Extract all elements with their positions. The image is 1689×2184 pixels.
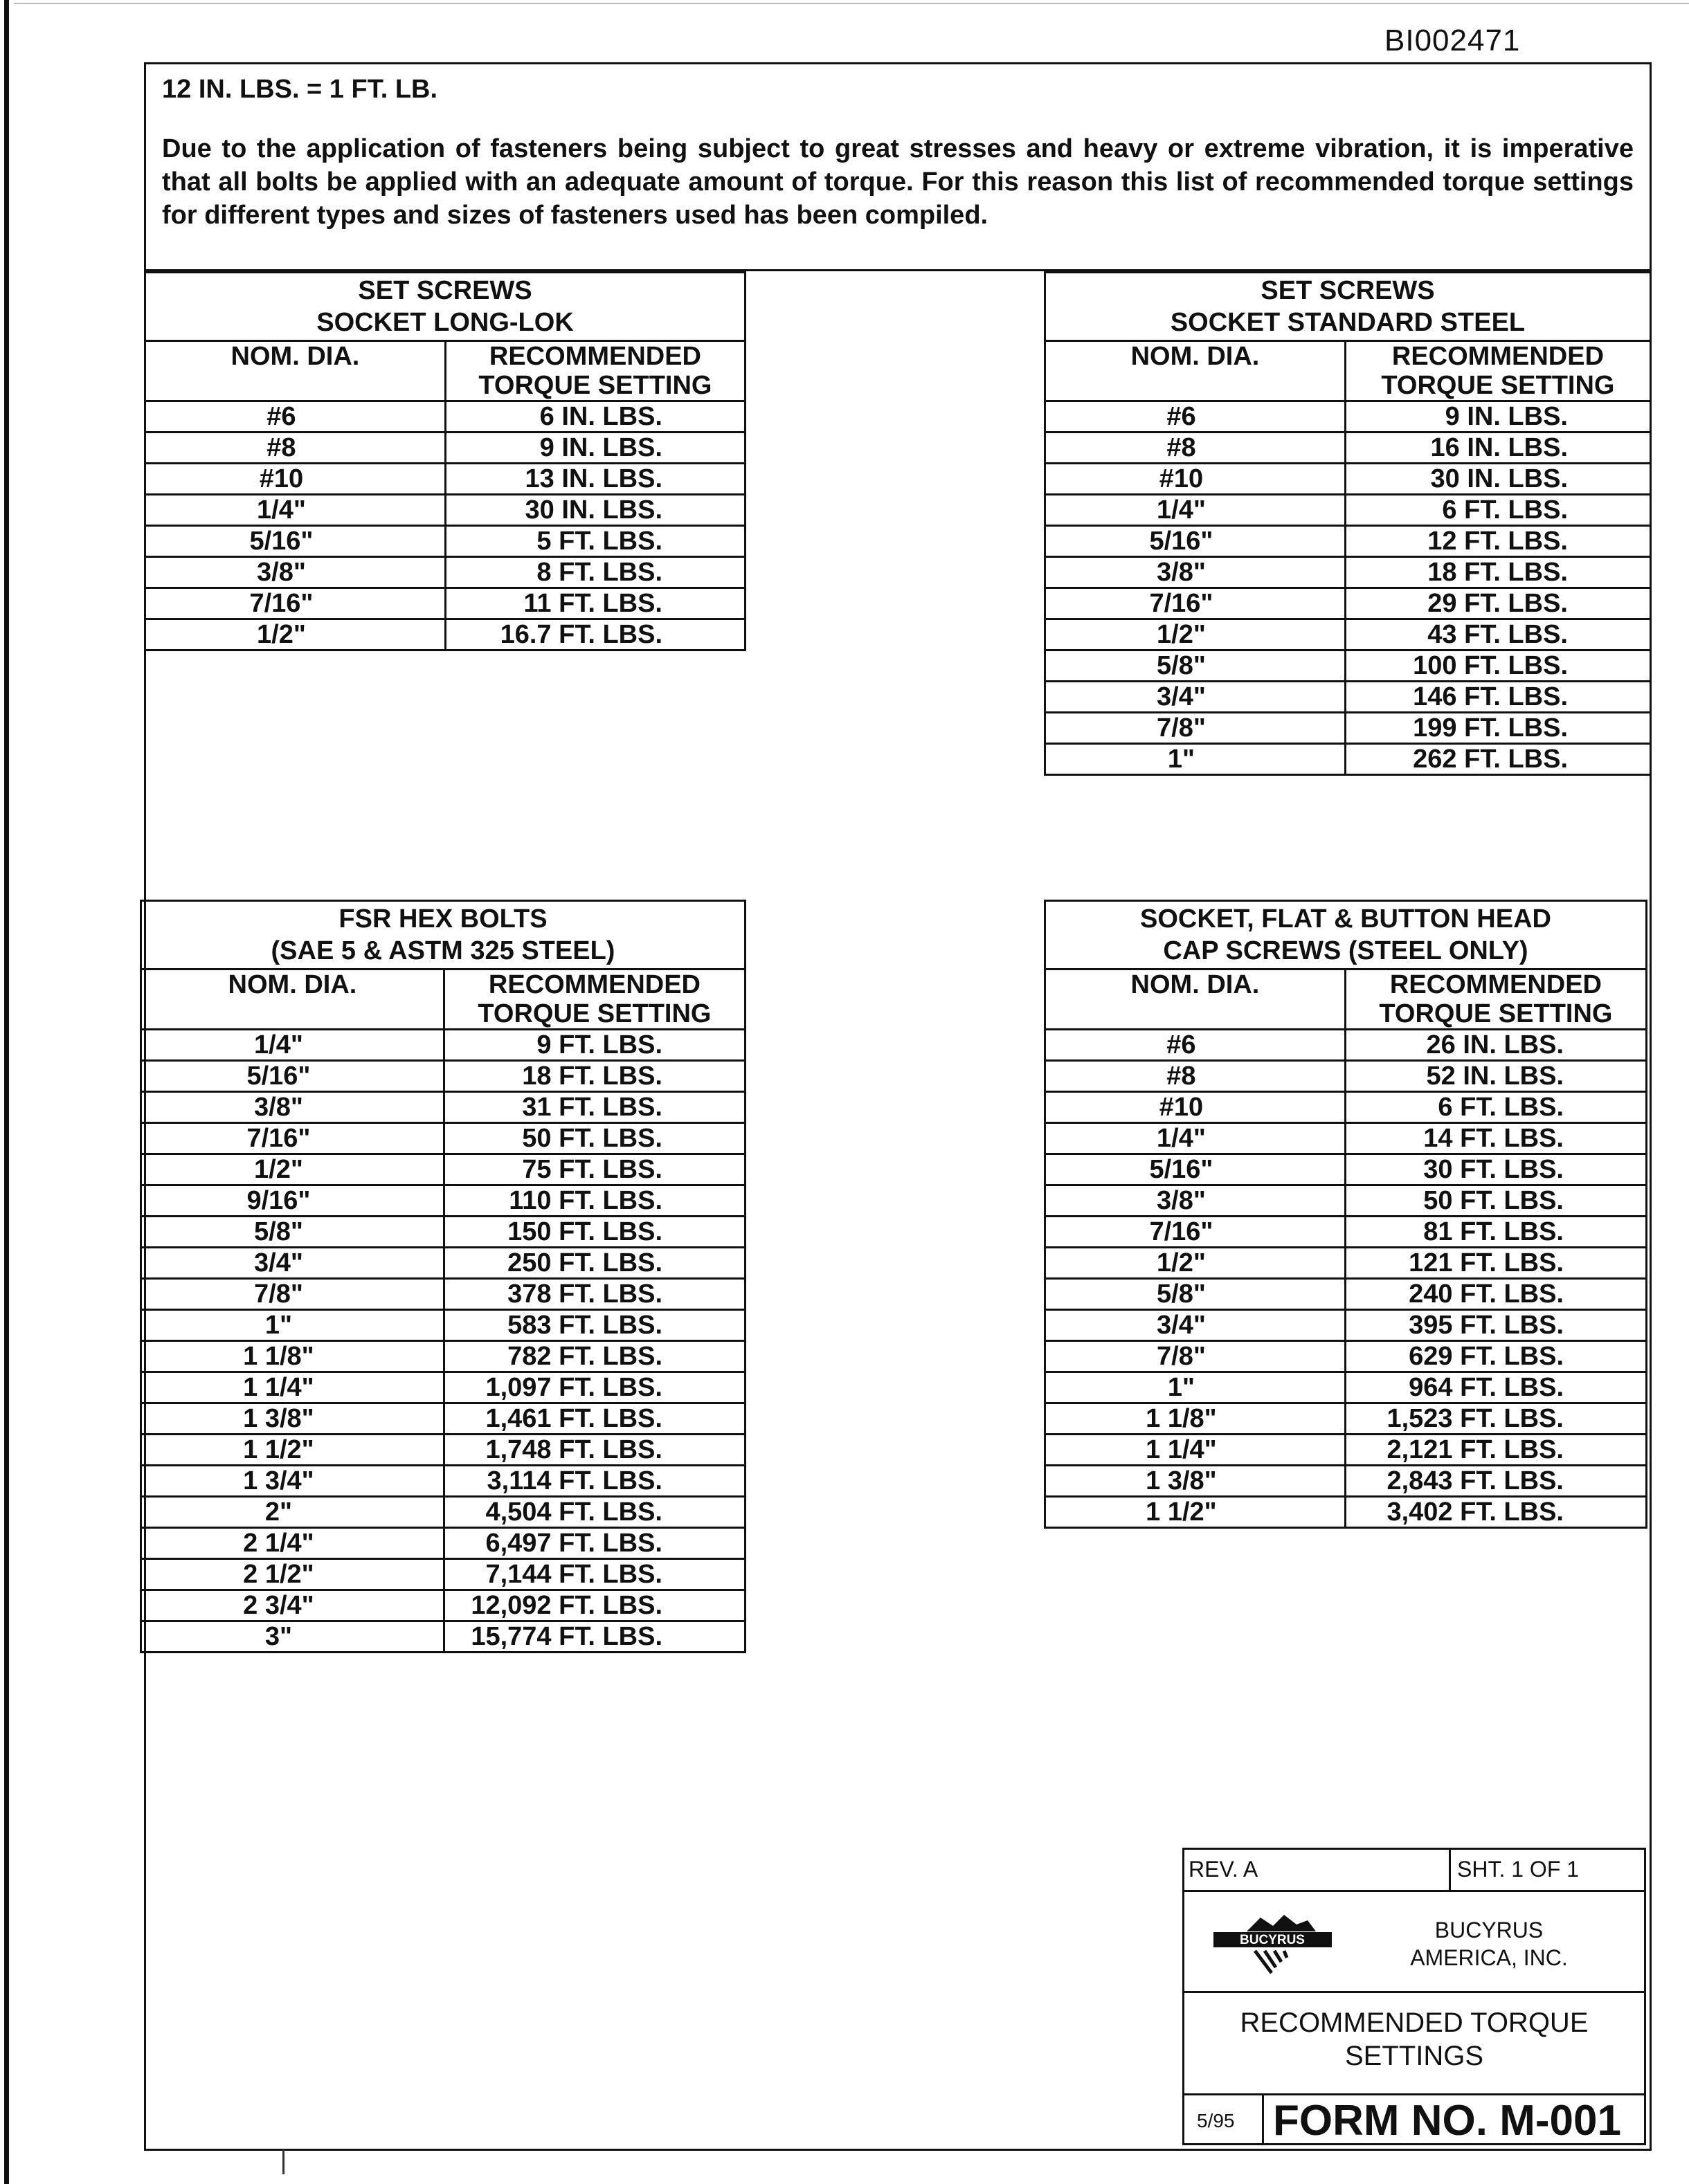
nominal-diameter-cell: 5/8"	[141, 1217, 444, 1248]
torque-setting-cell: 2,843 FT. LBS.	[1345, 1466, 1646, 1497]
title-block-rev-row	[1184, 1850, 1644, 1892]
torque-setting-cell: 81 FT. LBS.	[1345, 1217, 1646, 1248]
table-row	[1045, 464, 1651, 495]
scan-mark	[282, 2149, 284, 2174]
nominal-diameter-cell: 7/8"	[1045, 1341, 1346, 1372]
torque-setting-cell: 6 IN. LBS.	[445, 401, 745, 433]
table-title	[145, 273, 746, 341]
torque-setting-cell: 18 FT. LBS.	[444, 1061, 745, 1092]
company-name-line-2: AMERICA, INC.	[1410, 1945, 1568, 1970]
nominal-diameter-cell: 1/4"	[1045, 1123, 1346, 1154]
table-row	[1045, 1217, 1647, 1248]
nominal-diameter-cell: #10	[1045, 464, 1346, 495]
table-row	[1045, 1403, 1647, 1435]
nominal-diameter-cell: 5/16"	[1045, 1154, 1346, 1185]
torque-setting-cell: 14 FT. LBS.	[1345, 1123, 1646, 1154]
table-row	[145, 526, 746, 557]
header-nom-dia: NOM. DIA.	[141, 970, 444, 1030]
torque-setting-cell: 43 FT. LBS.	[1345, 619, 1650, 650]
nominal-diameter-cell: 9/16"	[141, 1185, 444, 1217]
table-row	[145, 433, 746, 464]
table-title-line-1: SOCKET, FLAT & BUTTON HEAD	[1140, 904, 1551, 934]
header-torque-line-1: RECOMMENDED	[488, 970, 701, 999]
nominal-diameter-cell: 1/4"	[145, 495, 446, 526]
divider	[1449, 1850, 1451, 1890]
nominal-diameter-cell: #8	[1045, 433, 1346, 464]
torque-setting-cell: 250 FT. LBS.	[444, 1248, 745, 1279]
table-row	[1045, 744, 1651, 775]
nominal-diameter-cell: 1 1/8"	[1045, 1403, 1346, 1435]
table-hex-bolts	[140, 900, 746, 1653]
table-row	[145, 401, 746, 433]
intro-section	[144, 62, 1652, 271]
nominal-diameter-cell: #8	[145, 433, 446, 464]
table-row	[141, 1279, 746, 1310]
torque-setting-cell: 240 FT. LBS.	[1345, 1279, 1646, 1310]
nominal-diameter-cell: 7/8"	[141, 1279, 444, 1310]
torque-setting-cell: 29 FT. LBS.	[1345, 588, 1650, 619]
torque-setting-cell: 16 IN. LBS.	[1345, 433, 1650, 464]
torque-setting-cell: 395 FT. LBS.	[1345, 1310, 1646, 1341]
nominal-diameter-cell: 3/4"	[1045, 682, 1346, 713]
torque-setting-cell: 7,144 FT. LBS.	[444, 1559, 745, 1590]
table-row	[141, 1185, 746, 1217]
nominal-diameter-cell: 5/8"	[1045, 1279, 1346, 1310]
nominal-diameter-cell: 1"	[141, 1310, 444, 1341]
torque-setting-cell: 1,523 FT. LBS.	[1345, 1403, 1646, 1435]
table-row	[141, 1590, 746, 1621]
table-row	[1045, 433, 1651, 464]
torque-setting-cell: 6,497 FT. LBS.	[444, 1528, 745, 1559]
nominal-diameter-cell: 3/8"	[145, 557, 446, 588]
nominal-diameter-cell: 3"	[141, 1621, 444, 1653]
table-row	[141, 1123, 746, 1154]
torque-setting-cell: 50 FT. LBS.	[444, 1123, 745, 1154]
nominal-diameter-cell: 7/16"	[145, 588, 446, 619]
table-title-line-1: SET SCREWS	[358, 276, 532, 305]
header-nom-dia: NOM. DIA.	[145, 341, 446, 401]
torque-setting-cell: 964 FT. LBS.	[1345, 1372, 1646, 1403]
nominal-diameter-cell: #10	[1045, 1092, 1346, 1123]
title-block-form-row	[1184, 2093, 1644, 2143]
torque-setting-cell: 31 FT. LBS.	[444, 1092, 745, 1123]
title-block	[1182, 1848, 1646, 2145]
table-row	[145, 619, 746, 650]
sheet-label: SHT. 1 OF 1	[1457, 1857, 1580, 1882]
nominal-diameter-cell: 7/16"	[141, 1123, 444, 1154]
torque-setting-cell: 11 FT. LBS.	[445, 588, 745, 619]
bucyrus-logo-icon	[1212, 1909, 1333, 1978]
nominal-diameter-cell: 1 3/4"	[141, 1466, 444, 1497]
header-torque	[445, 341, 745, 401]
nominal-diameter-cell: 2 1/4"	[141, 1528, 444, 1559]
torque-setting-cell: 9 FT. LBS.	[444, 1030, 745, 1061]
torque-setting-cell: 16.7 FT. LBS.	[445, 619, 745, 650]
scan-edge-top	[14, 3, 1689, 4]
table-row	[1045, 1123, 1647, 1154]
nominal-diameter-cell: 5/16"	[145, 526, 446, 557]
table-row	[141, 1217, 746, 1248]
torque-setting-cell: 30 IN. LBS.	[1345, 464, 1650, 495]
svg-text:BUCYRUS: BUCYRUS	[1240, 1933, 1305, 1947]
torque-setting-cell: 18 FT. LBS.	[1345, 557, 1650, 588]
nominal-diameter-cell: 5/16"	[1045, 526, 1346, 557]
table-row	[1045, 1248, 1647, 1279]
torque-setting-cell: 3,114 FT. LBS.	[444, 1466, 745, 1497]
torque-setting-cell: 75 FT. LBS.	[444, 1154, 745, 1185]
table-row	[141, 1030, 746, 1061]
table-row	[141, 1092, 746, 1123]
table-row	[145, 557, 746, 588]
company-name	[1371, 1916, 1607, 1972]
nominal-diameter-cell: 7/8"	[1045, 713, 1346, 744]
table-row	[1045, 650, 1651, 682]
nominal-diameter-cell: 2"	[141, 1497, 444, 1528]
table-row	[1045, 1030, 1647, 1061]
table-cap-screws	[1044, 900, 1647, 1529]
torque-setting-cell: 1,461 FT. LBS.	[444, 1403, 745, 1435]
table-title	[1045, 273, 1651, 341]
torque-setting-cell: 3,402 FT. LBS.	[1345, 1497, 1646, 1528]
nominal-diameter-cell: 3/4"	[1045, 1310, 1346, 1341]
table-row	[1045, 619, 1651, 650]
table-row	[141, 1435, 746, 1466]
nominal-diameter-cell: 2 1/2"	[141, 1559, 444, 1590]
torque-setting-cell: 150 FT. LBS.	[444, 1217, 745, 1248]
nominal-diameter-cell: 1 1/2"	[141, 1435, 444, 1466]
nominal-diameter-cell: 1/2"	[1045, 619, 1346, 650]
intro-paragraph: Due to the application of fasteners being subject to great stresses and heavy or extreme vibration, it is imperative that all bolts be applied with an adequate amount of torque. For this reason this list of recommended torque settings for different types and sizes of fasteners used has been compiled.	[162, 134, 1634, 230]
torque-setting-cell: 583 FT. LBS.	[444, 1310, 745, 1341]
table-row	[1045, 1435, 1647, 1466]
header-torque	[1345, 970, 1646, 1030]
table-row	[1045, 1279, 1647, 1310]
header-nom-dia: NOM. DIA.	[1045, 970, 1346, 1030]
torque-setting-cell: 6 FT. LBS.	[1345, 1092, 1646, 1123]
torque-setting-cell: 6 FT. LBS.	[1345, 495, 1650, 526]
table-row	[141, 1559, 746, 1590]
unit-conversion: 12 IN. LBS. = 1 FT. LB.	[162, 75, 438, 104]
nominal-diameter-cell: 2 3/4"	[141, 1590, 444, 1621]
table-row	[1045, 588, 1651, 619]
header-torque-line-2: TORQUE SETTING	[478, 371, 712, 400]
revision-label: REV. A	[1189, 1857, 1258, 1882]
table-row	[145, 495, 746, 526]
torque-setting-cell: 378 FT. LBS.	[444, 1279, 745, 1310]
table-row	[1045, 1372, 1647, 1403]
table-row	[1045, 1341, 1647, 1372]
table-row	[1045, 1497, 1647, 1528]
nominal-diameter-cell: #6	[1045, 1030, 1346, 1061]
table-row	[141, 1528, 746, 1559]
nominal-diameter-cell: 3/8"	[141, 1092, 444, 1123]
torque-setting-cell: 199 FT. LBS.	[1345, 713, 1650, 744]
header-torque-line-2: TORQUE SETTING	[1379, 999, 1613, 1028]
torque-setting-cell: 121 FT. LBS.	[1345, 1248, 1646, 1279]
torque-setting-cell: 1,748 FT. LBS.	[444, 1435, 745, 1466]
nominal-diameter-cell: 1 1/2"	[1045, 1497, 1346, 1528]
scan-edge	[4, 0, 9, 2184]
table-row	[1045, 1092, 1647, 1123]
table-row	[141, 1466, 746, 1497]
nominal-diameter-cell: 1/2"	[1045, 1248, 1346, 1279]
torque-setting-cell: 30 IN. LBS.	[445, 495, 745, 526]
nominal-diameter-cell: #10	[145, 464, 446, 495]
nominal-diameter-cell: #6	[145, 401, 446, 433]
table-title-line-1: FSR HEX BOLTS	[338, 904, 548, 934]
torque-setting-cell: 12 FT. LBS.	[1345, 526, 1650, 557]
table-title-line-1: SET SCREWS	[1261, 276, 1435, 305]
company-name-line-1: BUCYRUS	[1434, 1918, 1544, 1942]
table-row	[1045, 1310, 1647, 1341]
table-row	[141, 1061, 746, 1092]
document-title-line-1: RECOMMENDED TORQUE	[1240, 2008, 1589, 2038]
header-torque	[1345, 341, 1650, 401]
table-row	[1045, 682, 1651, 713]
table-row	[141, 1372, 746, 1403]
table-title-line-2: SOCKET STANDARD STEEL	[1170, 308, 1526, 337]
nominal-diameter-cell: 1 1/4"	[1045, 1435, 1346, 1466]
table-row	[1045, 1466, 1647, 1497]
table-title-line-2: SOCKET LONG-LOK	[316, 308, 574, 337]
table-row	[141, 1403, 746, 1435]
nominal-diameter-cell: 3/8"	[1045, 557, 1346, 588]
torque-setting-cell: 12,092 FT. LBS.	[444, 1590, 745, 1621]
document-id: BI002471	[1384, 24, 1521, 57]
table-row	[145, 588, 746, 619]
torque-setting-cell: 629 FT. LBS.	[1345, 1341, 1646, 1372]
nominal-diameter-cell: 1/2"	[145, 619, 446, 650]
torque-setting-cell: 262 FT. LBS.	[1345, 744, 1650, 775]
nominal-diameter-cell: #6	[1045, 401, 1346, 433]
title-block-title-row	[1184, 1991, 1644, 2095]
nominal-diameter-cell: 1"	[1045, 1372, 1346, 1403]
table-row	[1045, 526, 1651, 557]
table-row	[1045, 495, 1651, 526]
table-row	[141, 1341, 746, 1372]
nominal-diameter-cell: 3/8"	[1045, 1185, 1346, 1217]
table-row	[141, 1154, 746, 1185]
table-row	[1045, 557, 1651, 588]
table-title	[141, 901, 746, 970]
torque-setting-cell: 1,097 FT. LBS.	[444, 1372, 745, 1403]
nominal-diameter-cell: 3/4"	[141, 1248, 444, 1279]
table-row	[1045, 401, 1651, 433]
header-torque	[444, 970, 745, 1030]
torque-setting-cell: 9 IN. LBS.	[445, 433, 745, 464]
header-torque-line-1: RECOMMENDED	[1389, 970, 1602, 999]
torque-setting-cell: 52 IN. LBS.	[1345, 1061, 1646, 1092]
table-row	[1045, 1061, 1647, 1092]
nominal-diameter-cell: 7/16"	[1045, 588, 1346, 619]
table-standard-steel	[1044, 271, 1652, 776]
nominal-diameter-cell: 1/2"	[141, 1154, 444, 1185]
nominal-diameter-cell: 7/16"	[1045, 1217, 1346, 1248]
table-title-line-2: CAP SCREWS (STEEL ONLY)	[1163, 936, 1528, 965]
nominal-diameter-cell: 1"	[1045, 744, 1346, 775]
nominal-diameter-cell: 1 3/8"	[141, 1403, 444, 1435]
torque-setting-cell: 5 FT. LBS.	[445, 526, 745, 557]
table-title	[1045, 901, 1647, 970]
header-nom-dia: NOM. DIA.	[1045, 341, 1346, 401]
divider	[1262, 2093, 1264, 2143]
table-row	[1045, 1154, 1647, 1185]
table-row	[145, 464, 746, 495]
torque-setting-cell: 30 FT. LBS.	[1345, 1154, 1646, 1185]
torque-setting-cell: 26 IN. LBS.	[1345, 1030, 1646, 1061]
torque-setting-cell: 50 FT. LBS.	[1345, 1185, 1646, 1217]
title-block-company-row	[1184, 1890, 1644, 1993]
table-row	[141, 1621, 746, 1653]
table-row	[1045, 1185, 1647, 1217]
torque-setting-cell: 110 FT. LBS.	[444, 1185, 745, 1217]
nominal-diameter-cell: 5/16"	[141, 1061, 444, 1092]
table-row	[1045, 713, 1651, 744]
torque-setting-cell: 13 IN. LBS.	[445, 464, 745, 495]
document-title-line-2: SETTINGS	[1344, 2041, 1484, 2071]
torque-setting-cell: 782 FT. LBS.	[444, 1341, 745, 1372]
header-torque-line-2: TORQUE SETTING	[1381, 371, 1615, 400]
torque-setting-cell: 100 FT. LBS.	[1345, 650, 1650, 682]
torque-setting-cell: 146 FT. LBS.	[1345, 682, 1650, 713]
form-number: FORM NO. M-001	[1273, 2097, 1621, 2145]
table-row	[141, 1310, 746, 1341]
header-torque-line-1: RECOMMENDED	[1391, 342, 1605, 371]
nominal-diameter-cell: 1 1/8"	[141, 1341, 444, 1372]
torque-setting-cell: 15,774 FT. LBS.	[444, 1621, 745, 1653]
torque-setting-cell: 8 FT. LBS.	[445, 557, 745, 588]
nominal-diameter-cell: #8	[1045, 1061, 1346, 1092]
nominal-diameter-cell: 5/8"	[1045, 650, 1346, 682]
revision-date: 5/95	[1197, 2110, 1235, 2131]
nominal-diameter-cell: 1 3/8"	[1045, 1466, 1346, 1497]
nominal-diameter-cell: 1/4"	[141, 1030, 444, 1061]
header-torque-line-2: TORQUE SETTING	[478, 999, 712, 1028]
header-torque-line-1: RECOMMENDED	[489, 342, 701, 371]
torque-setting-cell: 2,121 FT. LBS.	[1345, 1435, 1646, 1466]
nominal-diameter-cell: 1 1/4"	[141, 1372, 444, 1403]
table-row	[141, 1248, 746, 1279]
table-long-lok	[144, 271, 746, 651]
torque-setting-cell: 4,504 FT. LBS.	[444, 1497, 745, 1528]
torque-setting-cell: 9 IN. LBS.	[1345, 401, 1650, 433]
table-title-line-2: (SAE 5 & ASTM 325 STEEL)	[271, 936, 615, 965]
document-title	[1184, 2006, 1644, 2073]
nominal-diameter-cell: 1/4"	[1045, 495, 1346, 526]
table-row	[141, 1497, 746, 1528]
